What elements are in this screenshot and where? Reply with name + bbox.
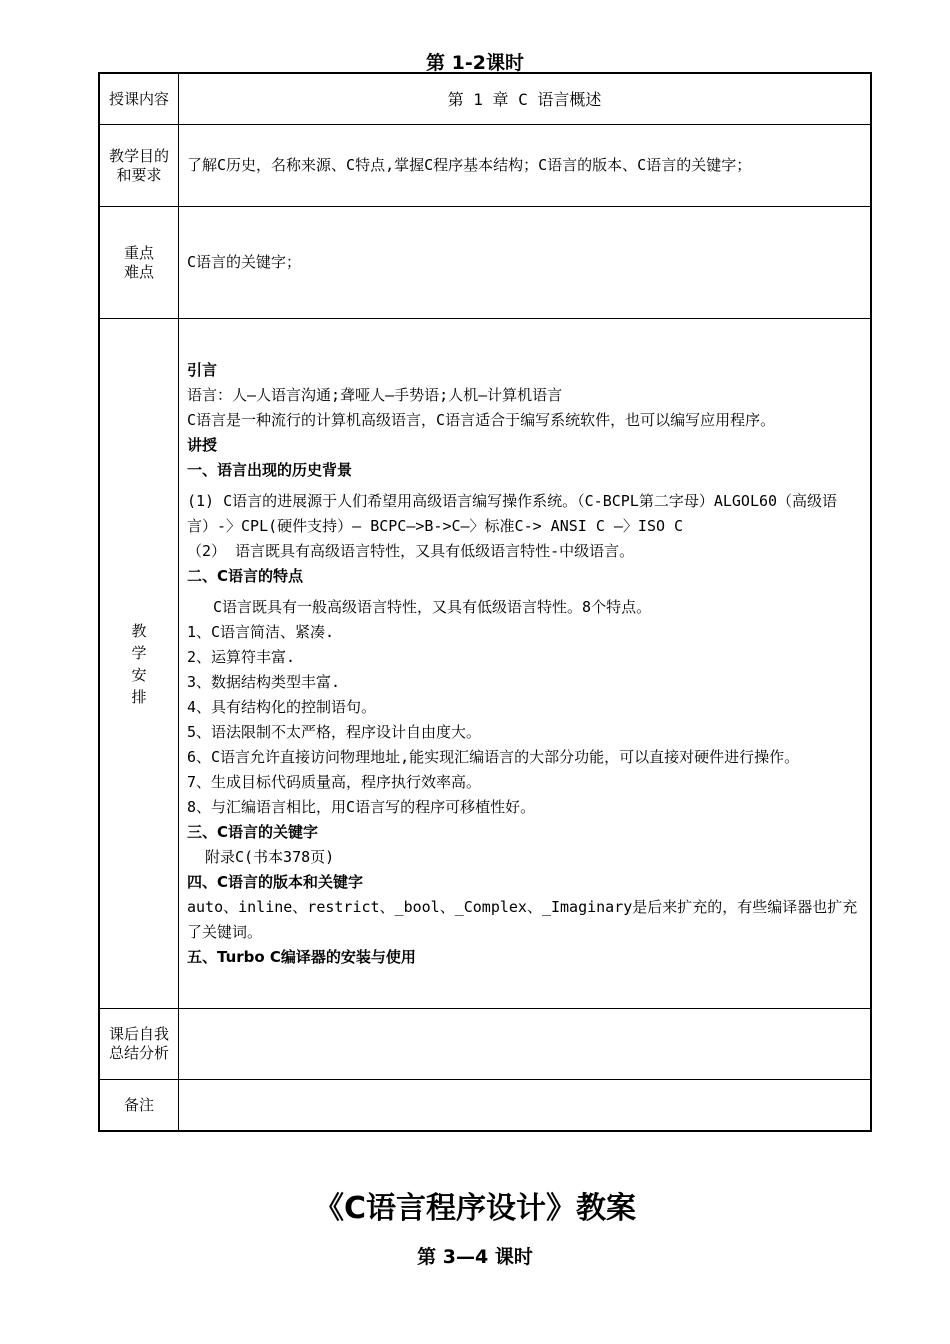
topic-value: 第 1 章 C 语言概述 (179, 73, 872, 125)
notes-row (99, 1080, 871, 1132)
plan-line-lecture-heading: 讲授 (187, 435, 218, 454)
topic-row (99, 73, 871, 125)
plan-line: 附录C(书本378页) (205, 847, 335, 866)
plan-line: 语言：人—人语言沟通;聋哑人—手势语;人机—计算机语言 (187, 385, 563, 404)
next-session-heading: 第 3—4 课时 (417, 1246, 533, 1268)
plan-line: 8、与汇编语言相比，用C语言写的程序可移植性好。 (187, 797, 536, 816)
plan-section-heading: 三、C语言的关键字 (187, 822, 319, 841)
plan-line: 1、C语言简洁、紧凑. (187, 622, 335, 641)
session-heading: 第 1-2课时 (426, 52, 524, 74)
book-title: 《C语言程序设计》教案 (313, 1191, 637, 1226)
plan-section-heading: 一、语言出现的历史背景 (187, 460, 353, 479)
key-label-text: 重点难点 (123, 243, 154, 281)
notes-label: 备注 (99, 1080, 179, 1132)
plan-row (99, 319, 871, 1009)
plan-label-text: 教学安排 (131, 621, 147, 706)
key-label (99, 207, 179, 319)
plan-line: 3、数据结构类型丰富. (187, 672, 341, 691)
plan-label (99, 319, 179, 1009)
plan-line: C语言既具有一般高级语言特性，又具有低级语言特性。8个特点。 (213, 597, 652, 616)
goal-label (99, 125, 179, 207)
plan-line-intro-heading: 引言 (187, 360, 218, 379)
plan-section-heading: 二、C语言的特点 (187, 566, 304, 585)
summary-value (179, 1009, 872, 1080)
notes-value (179, 1080, 872, 1132)
summary-row (99, 1009, 871, 1080)
lesson-plan-table (98, 72, 872, 1132)
plan-line: C语言是一种流行的计算机高级语言，C语言适合于编写系统软件，也可以编写应用程序。 (187, 410, 776, 429)
plan-line: 6、C语言允许直接访问物理地址,能实现汇编语言的大部分功能，可以直接对硬件进行操作。 (187, 747, 800, 766)
goal-row (99, 125, 871, 207)
plan-line: 2、运算符丰富. (187, 647, 296, 666)
goal-label-text: 教学目的和要求 (108, 146, 169, 184)
summary-label (99, 1009, 179, 1080)
topic-label: 授课内容 (99, 73, 179, 125)
summary-label-text: 课后自我总结分析 (108, 1025, 169, 1062)
plan-line: （2） 语言既具有高级语言特性，又具有低级语言特性-中级语言。 (187, 541, 635, 560)
plan-line: 7、生成目标代码质量高，程序执行效率高。 (187, 772, 482, 791)
plan-line: 5、语法限制不太严格，程序设计自由度大。 (187, 722, 482, 741)
plan-section-heading: 四、C语言的版本和关键字 (187, 872, 364, 891)
key-row (99, 207, 871, 319)
plan-line: (1) C语言的进展源于人们希望用高级语言编写操作系统。（C-BCPL第二字母）ALGOL60（高级语言）-〉CPL(硬件支持）— BCPC—>B->C—〉标准C-> ANSI C —〉ISO C (187, 491, 838, 535)
plan-content (179, 319, 872, 1009)
key-value: C语言的关键字； (179, 207, 872, 319)
plan-line: 4、具有结构化的控制语句。 (187, 697, 377, 716)
goal-value: 了解C历史，名称来源、C特点,掌握C程序基本结构；C语言的版本、C语言的关键字； (179, 125, 872, 207)
plan-line: auto、inline、restrict、_bool、_Complex、_Imaginary是后来扩充的，有些编译器也扩充了关键词。 (187, 897, 858, 941)
plan-section-heading: 五、Turbo C编译器的安装与使用 (187, 947, 416, 966)
